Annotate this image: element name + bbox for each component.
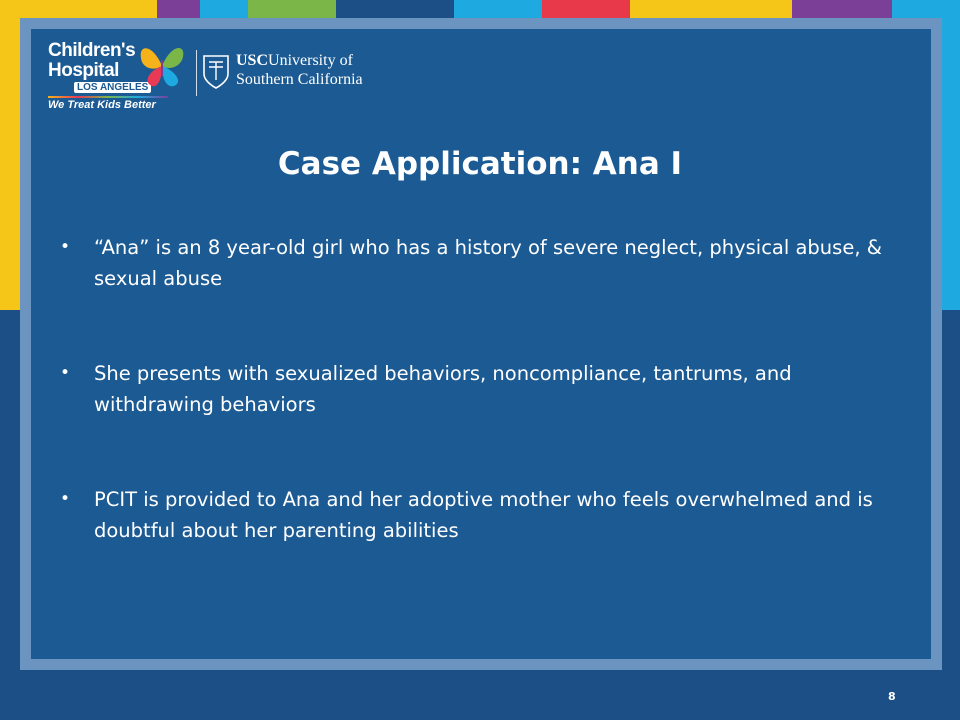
usc-logo-line2: Southern California xyxy=(236,71,363,88)
bullet-icon: • xyxy=(60,363,71,383)
usc-logo-line1 xyxy=(236,52,353,70)
chla-logo-line2: Hospital xyxy=(48,60,119,81)
butterfly-icon xyxy=(134,40,190,90)
bullet-item xyxy=(58,484,903,546)
usc-logo-prefix: USC xyxy=(236,52,269,69)
usc-logo-line1-text: University of xyxy=(268,52,353,69)
chla-logo-rule xyxy=(48,96,168,98)
bullet-icon: • xyxy=(60,237,71,257)
chla-tagline: We Treat Kids Better xyxy=(48,99,156,111)
bullet-text: PCIT is provided to Ana and her adoptive mother who feels overwhelmed and is doubtful about her parenting abilities xyxy=(94,488,873,542)
page-number: 8 xyxy=(888,690,896,703)
bullet-text: She presents with sexualized behaviors, noncompliance, tantrums, and withdrawing behaviors xyxy=(94,362,792,416)
usc-seal-icon xyxy=(202,54,230,90)
bullet-list xyxy=(58,232,903,610)
slide-title: Case Application: Ana I xyxy=(277,146,683,182)
chla-logo-line1: Children's xyxy=(48,40,136,61)
bullet-icon: • xyxy=(60,489,71,509)
chla-logo-line3: LOS ANGELES xyxy=(74,82,151,93)
logo-lockup xyxy=(48,38,388,118)
bullet-item xyxy=(58,232,903,294)
bullet-item xyxy=(58,358,903,420)
logo-divider xyxy=(196,50,197,96)
bullet-text: “Ana” is an 8 year-old girl who has a history of severe neglect, physical abuse, & sexual abuse xyxy=(94,236,882,290)
